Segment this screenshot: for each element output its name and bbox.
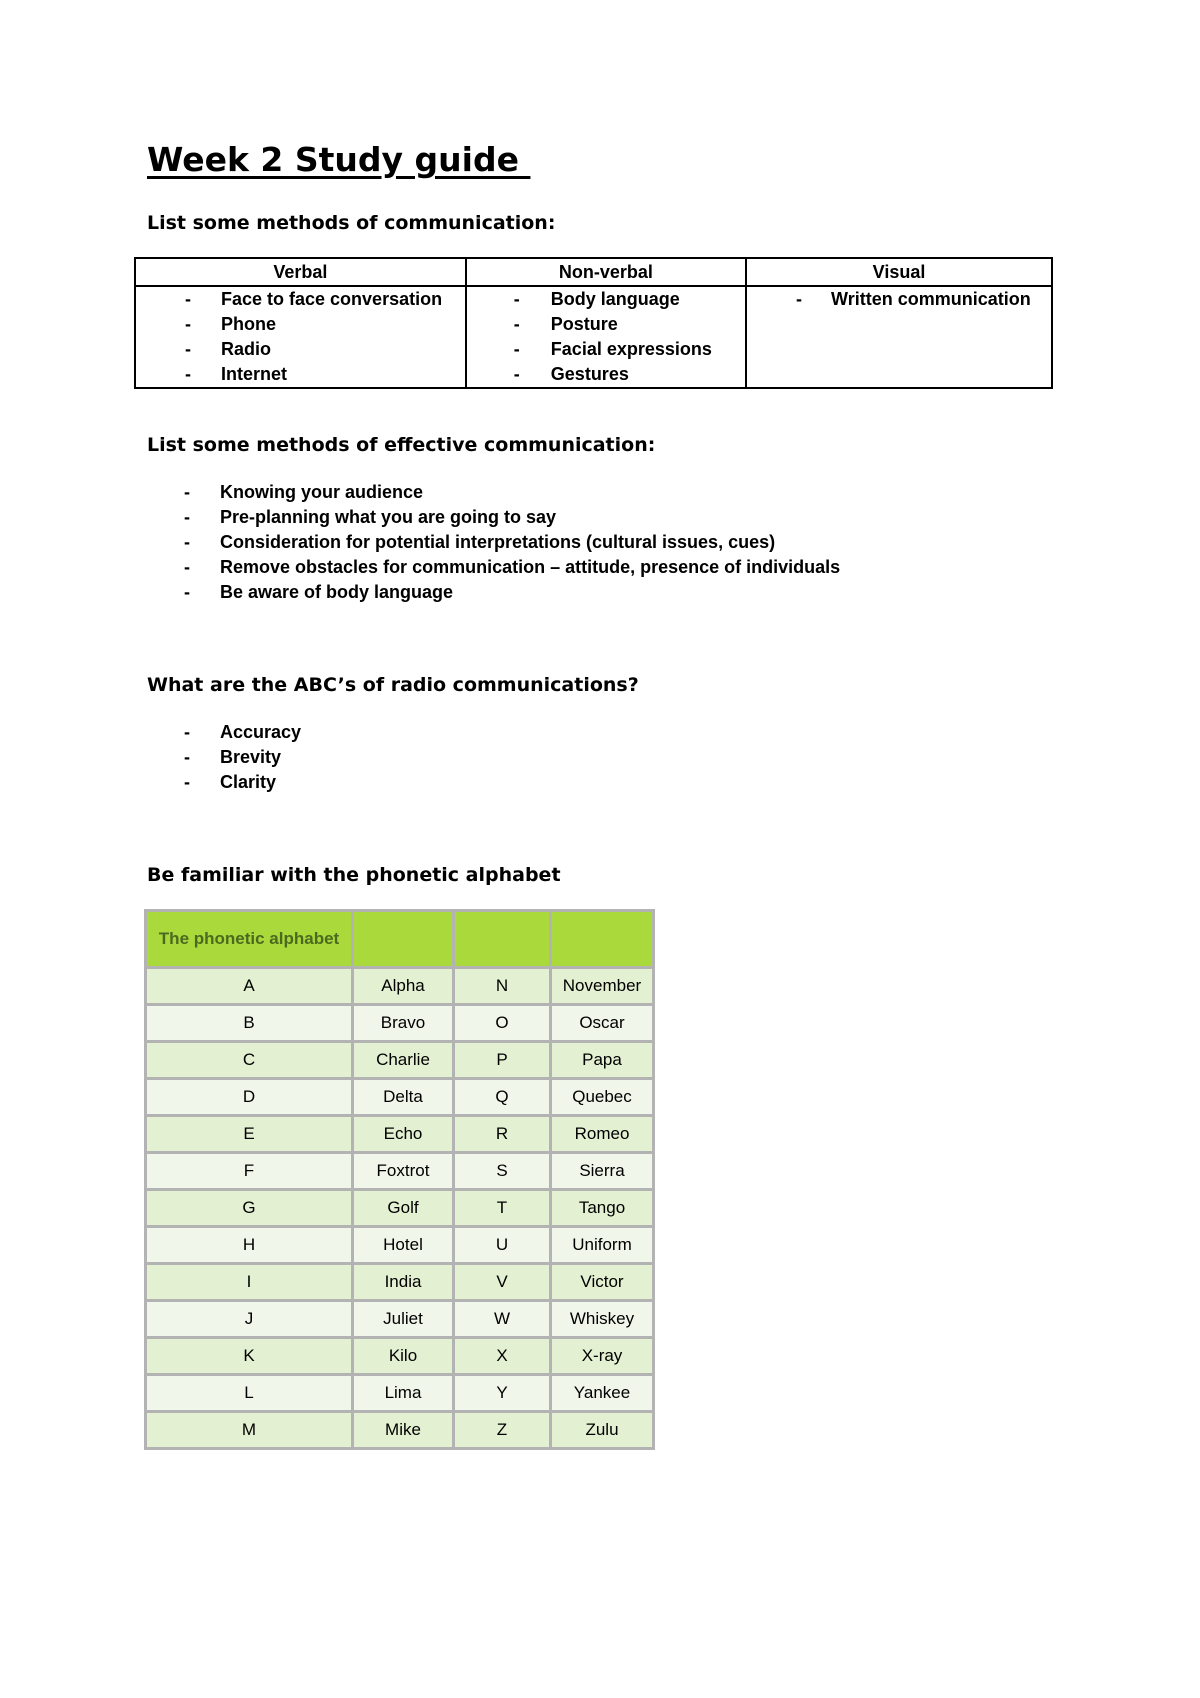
letter-cell: S <box>454 1153 551 1190</box>
verbal-cell <box>135 286 466 388</box>
code-word-cell: Golf <box>353 1190 454 1227</box>
table-row <box>146 1042 654 1079</box>
question-abc-radio: What are the ABC’s of radio communications? <box>147 674 639 696</box>
letter-cell: F <box>146 1153 353 1190</box>
phonetic-header-empty <box>353 911 454 968</box>
code-word-cell: Sierra <box>551 1153 654 1190</box>
table-row <box>146 968 654 1005</box>
letter-cell: X <box>454 1338 551 1375</box>
letter-cell: R <box>454 1116 551 1153</box>
phonetic-table-header: The phonetic alphabet <box>146 911 353 968</box>
list-item: - Facial expressions <box>467 337 745 362</box>
code-word-cell: Echo <box>353 1116 454 1153</box>
letter-cell: Q <box>454 1079 551 1116</box>
phonetic-header-empty <box>551 911 654 968</box>
page-title: Week 2 Study guide <box>147 140 531 179</box>
code-word-cell: Yankee <box>551 1375 654 1412</box>
letter-cell: G <box>146 1190 353 1227</box>
table-row <box>146 1079 654 1116</box>
list-item: - Phone <box>136 312 465 337</box>
letter-cell: M <box>146 1412 353 1449</box>
letter-cell: H <box>146 1227 353 1264</box>
letter-cell: J <box>146 1301 353 1338</box>
visual-cell <box>746 286 1052 388</box>
table-row <box>146 1264 654 1301</box>
non-verbal-cell <box>466 286 746 388</box>
letter-cell: W <box>454 1301 551 1338</box>
letter-cell: E <box>146 1116 353 1153</box>
table-row <box>146 1153 654 1190</box>
list-item: - Consideration for potential interpretations (cultural issues, cues) <box>147 530 840 555</box>
header-non-verbal: Non-verbal <box>466 258 746 286</box>
phonetic-alphabet-table <box>144 909 655 1450</box>
code-word-cell: Quebec <box>551 1079 654 1116</box>
letter-cell: P <box>454 1042 551 1079</box>
question-effective-communication: List some methods of effective communication: <box>147 434 656 456</box>
list-item: - Radio <box>136 337 465 362</box>
visual-list <box>747 287 1051 312</box>
header-verbal: Verbal <box>135 258 466 286</box>
code-word-cell: Delta <box>353 1079 454 1116</box>
code-word-cell: Lima <box>353 1375 454 1412</box>
list-item: - Brevity <box>147 745 301 770</box>
code-word-cell: November <box>551 968 654 1005</box>
list-item: - Be aware of body language <box>147 580 840 605</box>
code-word-cell: Romeo <box>551 1116 654 1153</box>
list-item: - Posture <box>467 312 745 337</box>
letter-cell: L <box>146 1375 353 1412</box>
letter-cell: D <box>146 1079 353 1116</box>
letter-cell: K <box>146 1338 353 1375</box>
code-word-cell: Charlie <box>353 1042 454 1079</box>
letter-cell: C <box>146 1042 353 1079</box>
effective-communication-list <box>147 480 840 605</box>
code-word-cell: Hotel <box>353 1227 454 1264</box>
code-word-cell: Mike <box>353 1412 454 1449</box>
list-item: - Clarity <box>147 770 301 795</box>
verbal-list <box>136 287 465 387</box>
code-word-cell: X-ray <box>551 1338 654 1375</box>
header-visual: Visual <box>746 258 1052 286</box>
code-word-cell: Uniform <box>551 1227 654 1264</box>
list-item: - Face to face conversation <box>136 287 465 312</box>
code-word-cell: India <box>353 1264 454 1301</box>
table-row <box>146 1116 654 1153</box>
code-word-cell: Whiskey <box>551 1301 654 1338</box>
code-word-cell: Zulu <box>551 1412 654 1449</box>
code-word-cell: Kilo <box>353 1338 454 1375</box>
table-row <box>146 1190 654 1227</box>
list-item: - Written communication <box>747 287 1051 312</box>
phonetic-header-empty <box>454 911 551 968</box>
code-word-cell: Juliet <box>353 1301 454 1338</box>
list-item: - Pre-planning what you are going to say <box>147 505 840 530</box>
letter-cell: Y <box>454 1375 551 1412</box>
letter-cell: V <box>454 1264 551 1301</box>
table-row <box>146 1338 654 1375</box>
question-communication-methods: List some methods of communication: <box>147 212 556 234</box>
table-row <box>146 1375 654 1412</box>
letter-cell: A <box>146 968 353 1005</box>
abc-list <box>147 720 301 795</box>
code-word-cell: Foxtrot <box>353 1153 454 1190</box>
letter-cell: I <box>146 1264 353 1301</box>
letter-cell: O <box>454 1005 551 1042</box>
code-word-cell: Tango <box>551 1190 654 1227</box>
table-row <box>146 1227 654 1264</box>
letter-cell: Z <box>454 1412 551 1449</box>
letter-cell: U <box>454 1227 551 1264</box>
letter-cell: T <box>454 1190 551 1227</box>
phonetic-table-body <box>146 968 654 1449</box>
code-word-cell: Oscar <box>551 1005 654 1042</box>
code-word-cell: Bravo <box>353 1005 454 1042</box>
non-verbal-list <box>467 287 745 387</box>
list-item: - Accuracy <box>147 720 301 745</box>
code-word-cell: Victor <box>551 1264 654 1301</box>
list-item: - Gestures <box>467 362 745 387</box>
code-word-cell: Papa <box>551 1042 654 1079</box>
question-phonetic-alphabet: Be familiar with the phonetic alphabet <box>147 864 561 886</box>
list-item: - Internet <box>136 362 465 387</box>
table-row <box>146 1005 654 1042</box>
code-word-cell: Alpha <box>353 968 454 1005</box>
letter-cell: B <box>146 1005 353 1042</box>
list-item: - Knowing your audience <box>147 480 840 505</box>
table-row <box>146 1301 654 1338</box>
list-item: - Body language <box>467 287 745 312</box>
communication-methods-table <box>134 257 1053 389</box>
list-item: - Remove obstacles for communication – attitude, presence of individuals <box>147 555 840 580</box>
table-row <box>146 1412 654 1449</box>
letter-cell: N <box>454 968 551 1005</box>
